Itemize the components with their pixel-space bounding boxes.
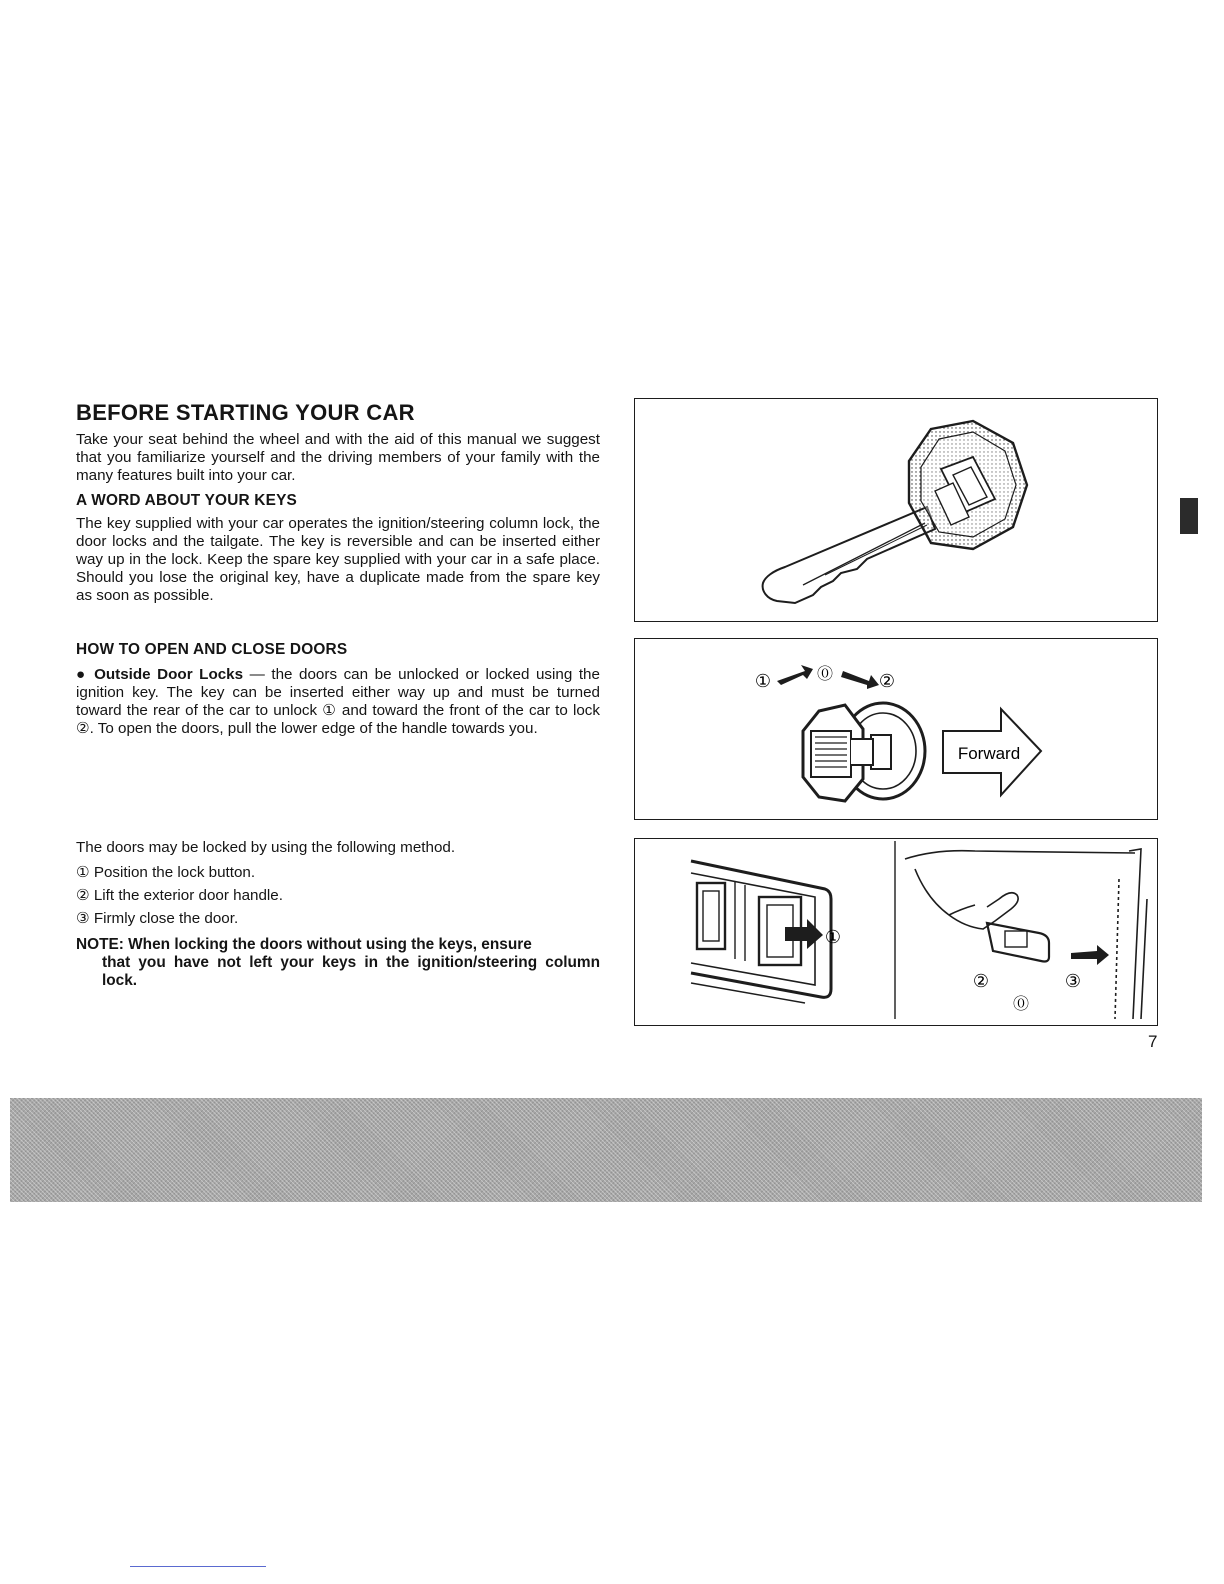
doors-body: ● Outside Door Locks — the doors can be unlocked or locked using the ignition key. The key can be inserted either way up and must be turned toward the rear of the car to unlock ① and toward the front of the car to lock ②. To open the doors, pull the lower edge of the handle towards you. bbox=[76, 666, 600, 737]
lock-illustration bbox=[635, 639, 1155, 817]
outside-door-locks-label: Outside Door Locks bbox=[94, 666, 244, 683]
page-number: 7 bbox=[1148, 1032, 1158, 1051]
lock-arrow-icon bbox=[841, 671, 879, 689]
keys-heading: A WORD ABOUT YOUR KEYS bbox=[76, 492, 298, 509]
doors-heading: HOW TO OPEN AND CLOSE DOORS bbox=[76, 641, 348, 658]
step3-label: ③ bbox=[1064, 971, 1082, 991]
unlock-label: ① bbox=[754, 671, 772, 691]
page-title: BEFORE STARTING YOUR CAR bbox=[76, 400, 415, 425]
scan-shadow-band bbox=[10, 1098, 1202, 1202]
list-item: ③ Firmly close the door. bbox=[76, 910, 239, 927]
close-arrow-icon bbox=[1071, 945, 1109, 965]
lock-label: ② bbox=[878, 671, 896, 691]
push-arrow-icon bbox=[785, 919, 823, 949]
keys-body: The key supplied with your car operates the ignition/steering column lock, the door locks and the tailgate. The key is reversible and can be inserted either way up in the lock. Keep the spare key supplied with your car in a safe place. Should you lose the original key, have a duplicate made from the spare key as soon as possible. bbox=[76, 515, 600, 604]
keys-section bbox=[76, 492, 600, 605]
note: NOTE: When locking the doors without using the keys, ensure that you have not left your keys in the ignition/steering column lock. bbox=[76, 936, 600, 989]
lock-method-section bbox=[76, 839, 600, 990]
step1-label: ① bbox=[824, 927, 842, 947]
neutral-label: ⓪ bbox=[816, 666, 834, 683]
list-item: ② Lift the exterior door handle. bbox=[76, 887, 283, 904]
unlock-arrow-icon bbox=[777, 665, 813, 685]
doors-section bbox=[76, 641, 600, 738]
list-item: ① Position the lock button. bbox=[76, 864, 256, 881]
section-tab-marker bbox=[1180, 498, 1198, 534]
step0-label: ⓪ bbox=[1012, 996, 1030, 1013]
key-figure bbox=[634, 398, 1158, 622]
intro-paragraph: Take your seat behind the wheel and with the aid of this manual we suggest that you familiarize yourself and the driving members of your family with the many features built into your car. bbox=[76, 431, 600, 484]
door-figure bbox=[634, 838, 1158, 1026]
lock-figure bbox=[634, 638, 1158, 820]
step2-label: ② bbox=[972, 971, 990, 991]
forward-label: Forward bbox=[957, 744, 1021, 763]
bullet: ● bbox=[76, 666, 88, 683]
lock-method-intro: The doors may be locked by using the following method. bbox=[76, 839, 456, 856]
key-illustration bbox=[635, 399, 1155, 619]
door-illustration bbox=[635, 839, 1155, 1023]
bottom-rule bbox=[130, 1566, 266, 1567]
